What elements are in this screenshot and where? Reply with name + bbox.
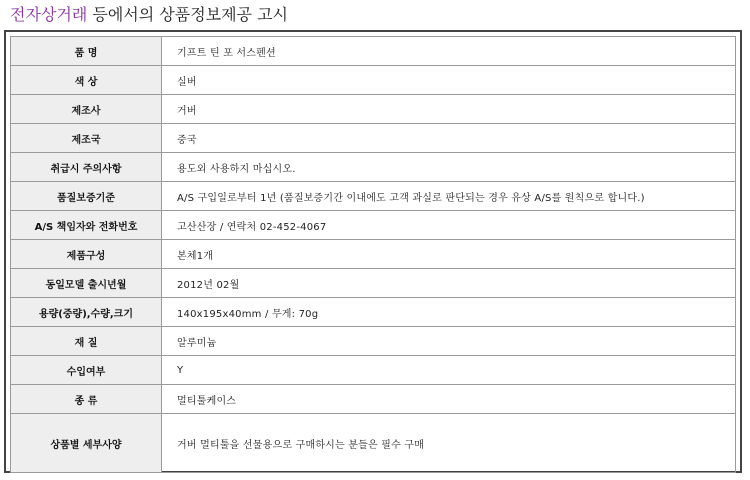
row-value: 2012년 02월 [162, 269, 736, 298]
product-info-panel [4, 30, 742, 473]
table-row [11, 124, 736, 153]
row-label: 제조국 [11, 124, 162, 153]
row-label: 품 명 [11, 37, 162, 66]
row-label: 색 상 [11, 66, 162, 95]
table-row [11, 385, 736, 414]
row-value: 140x195x40mm / 무게: 70g [162, 298, 736, 327]
row-value: Y [162, 356, 736, 385]
row-label: 동일모델 출시년월 [11, 269, 162, 298]
row-value: 거버 [162, 95, 736, 124]
table-row [11, 269, 736, 298]
table-row [11, 95, 736, 124]
page-title-highlight: 전자상거래 [10, 5, 88, 24]
table-row [11, 66, 736, 95]
table-row [11, 153, 736, 182]
table-row [11, 356, 736, 385]
row-label: A/S 책임자와 전화번호 [11, 211, 162, 240]
table-row [11, 298, 736, 327]
row-label: 용량(중량),수량,크기 [11, 298, 162, 327]
table-row [11, 414, 736, 473]
row-label: 상품별 세부사양 [11, 414, 162, 473]
row-value: 기프트 틴 포 서스펜션 [162, 37, 736, 66]
row-value: 알루미늄 [162, 327, 736, 356]
table-row [11, 182, 736, 211]
row-value: 멀티툴케이스 [162, 385, 736, 414]
row-value: 거버 멀티툴을 선물용으로 구매하시는 분들은 필수 구매 [162, 414, 736, 473]
row-value: 고산산장 / 연락처 02-452-4067 [162, 211, 736, 240]
row-label: 종 류 [11, 385, 162, 414]
page-title [10, 4, 288, 26]
row-label: 수입여부 [11, 356, 162, 385]
table-row [11, 240, 736, 269]
page-title-rest: 등에서의 상품정보제공 고시 [87, 5, 289, 24]
table-row [11, 327, 736, 356]
row-value: 용도외 사용하지 마십시오. [162, 153, 736, 182]
row-value: 본체1개 [162, 240, 736, 269]
row-value: A/S 구입일로부터 1년 (품질보증기간 이내에도 고객 과실로 판단되는 경우 유상 A/S를 원칙으로 합니다.) [162, 182, 736, 211]
row-label: 제조사 [11, 95, 162, 124]
row-label: 취급시 주의사항 [11, 153, 162, 182]
row-label: 재 질 [11, 327, 162, 356]
row-value: 실버 [162, 66, 736, 95]
product-info-table [10, 36, 736, 473]
table-row [11, 37, 736, 66]
row-label: 품질보증기준 [11, 182, 162, 211]
row-value: 중국 [162, 124, 736, 153]
row-label: 제품구성 [11, 240, 162, 269]
table-row [11, 211, 736, 240]
